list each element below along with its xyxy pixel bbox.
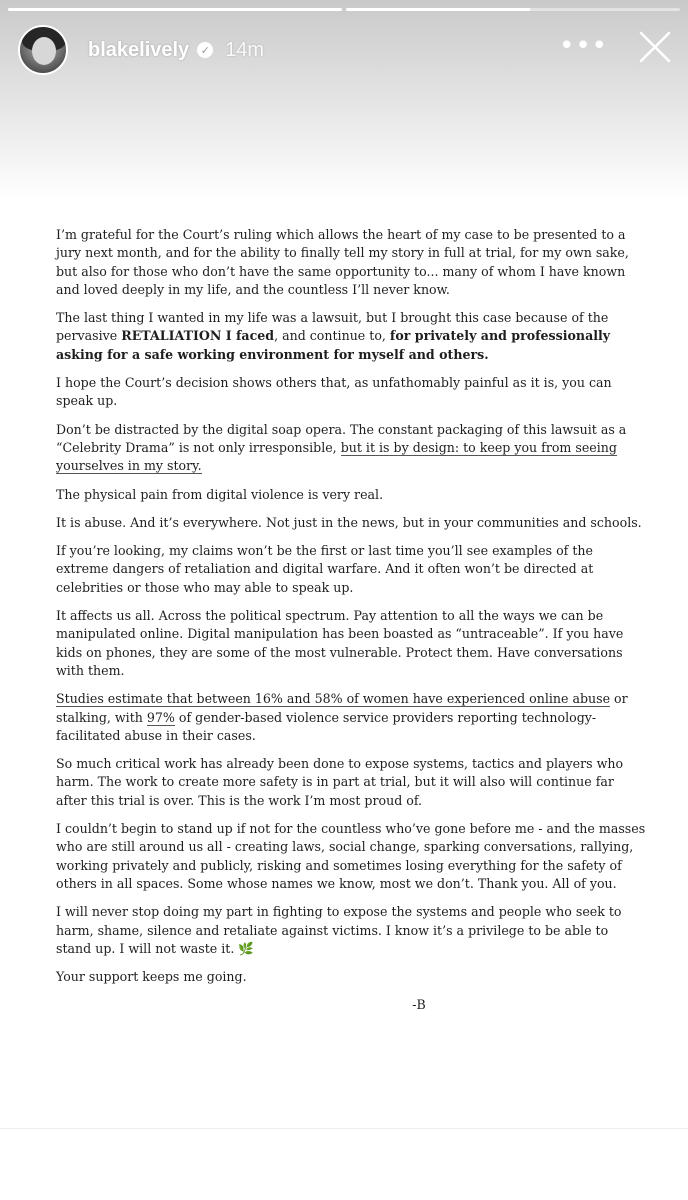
paragraph [56, 309, 646, 364]
paragraph: The physical pain from digital violence is very real. [56, 486, 384, 502]
close-icon[interactable] [638, 30, 672, 64]
text: The last thing I wanted in my life was a lawsuit, but I brought this case because of the pervasive [56, 310, 609, 344]
paragraph: I couldn’t begin to stand up if not for the countless who’ve gone before me - and the masses who are still around us all - creating laws, social change, sparking conversations, rallying, working privately and publicly, risking and sometimes losing everything for the safety of others in all spaces. Some whose names we know, most we don’t. Thank you. All of you. [56, 821, 646, 891]
text: Don’t be distracted by the digital soap opera. The constant packaging of this lawsuit as a “Celebrity Drama” is not only irresponsible, [56, 421, 627, 455]
text: or stalking, with [56, 691, 628, 725]
post-time: 14m [225, 38, 265, 61]
more-options-icon[interactable]: ••• [558, 31, 608, 61]
paragraph: If you’re looking, my claims won’t be the first or last time you’ll see examples of the extreme dangers of retaliation and digital warfare. And it often won’t be directed at celebrities or those who may able to speak up. [56, 543, 594, 595]
paragraph: I hope the Court’s decision shows others that, as unfathomably painful as it is, you can speak up. [56, 375, 612, 409]
text: , and continue to, [274, 328, 390, 344]
story-progress-fill [8, 8, 342, 11]
statement-letter [56, 226, 646, 1025]
underlined-text: Studies estimate that between 16% and 58% of women have experienced online abuse [56, 691, 611, 707]
verified-badge-icon: ✓ [197, 42, 213, 58]
avatar[interactable] [18, 25, 68, 75]
underlined-text: but it is by design: to keep you from seeing yourselves in my story. [56, 439, 617, 474]
username[interactable]: blakelively [88, 38, 190, 61]
paragraph: It is abuse. And it’s everywhere. Not just in the news, but in your communities and schools. [56, 514, 642, 530]
paragraph: Your support keeps me going. [56, 969, 247, 985]
paragraph: I’m grateful for the Court’s ruling which allows the heart of my case to be presented to a jury next month, and for the ability to finally tell my story in full at trial, for my own sake, but also for those who don’t have the same opportunity to... many of whom I have known and loved deeply in my life, and the countless I’ll never know. [56, 227, 629, 297]
paragraph: It affects us all. Across the political spectrum. Pay attention to all the ways we can be manipulated online. Digital manipulation has been boasted as “untraceable”. If you have kids on phones, they are some of the most vulnerable. Protect them. Have conversations with them. [56, 608, 624, 678]
avatar-face [32, 37, 56, 65]
story-header [18, 24, 678, 76]
paragraph [56, 903, 646, 958]
bold-text: for privately and professionally asking for a safe working environment for myself and others. [56, 328, 611, 362]
text: of gender-based violence service providers reporting technology-facilitated abuse in their cases. [56, 709, 597, 743]
underlined-text: 97% [146, 709, 175, 725]
story-progress-bar [8, 8, 680, 11]
story-progress-segment [8, 8, 342, 11]
paragraph [56, 421, 646, 476]
paragraph [56, 690, 646, 745]
paragraph: So much critical work has already been done to expose systems, tactics and players who harm. The work to create more safety is in part at trial, but it will also will continue far after this trial is over. This is the work I’m most proud of. [56, 756, 624, 808]
text: I will never stop doing my part in fighting to expose the systems and people who seek to harm, shame, silence and retaliate against victims. I know it’s a privilege to be able to stand up. I will not waste it. [56, 904, 622, 956]
leaf-emoji-icon: 🌿 [238, 940, 255, 956]
story-progress-segment [346, 8, 680, 11]
bold-text: RETALIATION I faced [121, 328, 275, 344]
signature: -B [412, 997, 426, 1013]
story-bottom-bar [0, 1128, 688, 1200]
story-progress-fill [346, 8, 530, 11]
